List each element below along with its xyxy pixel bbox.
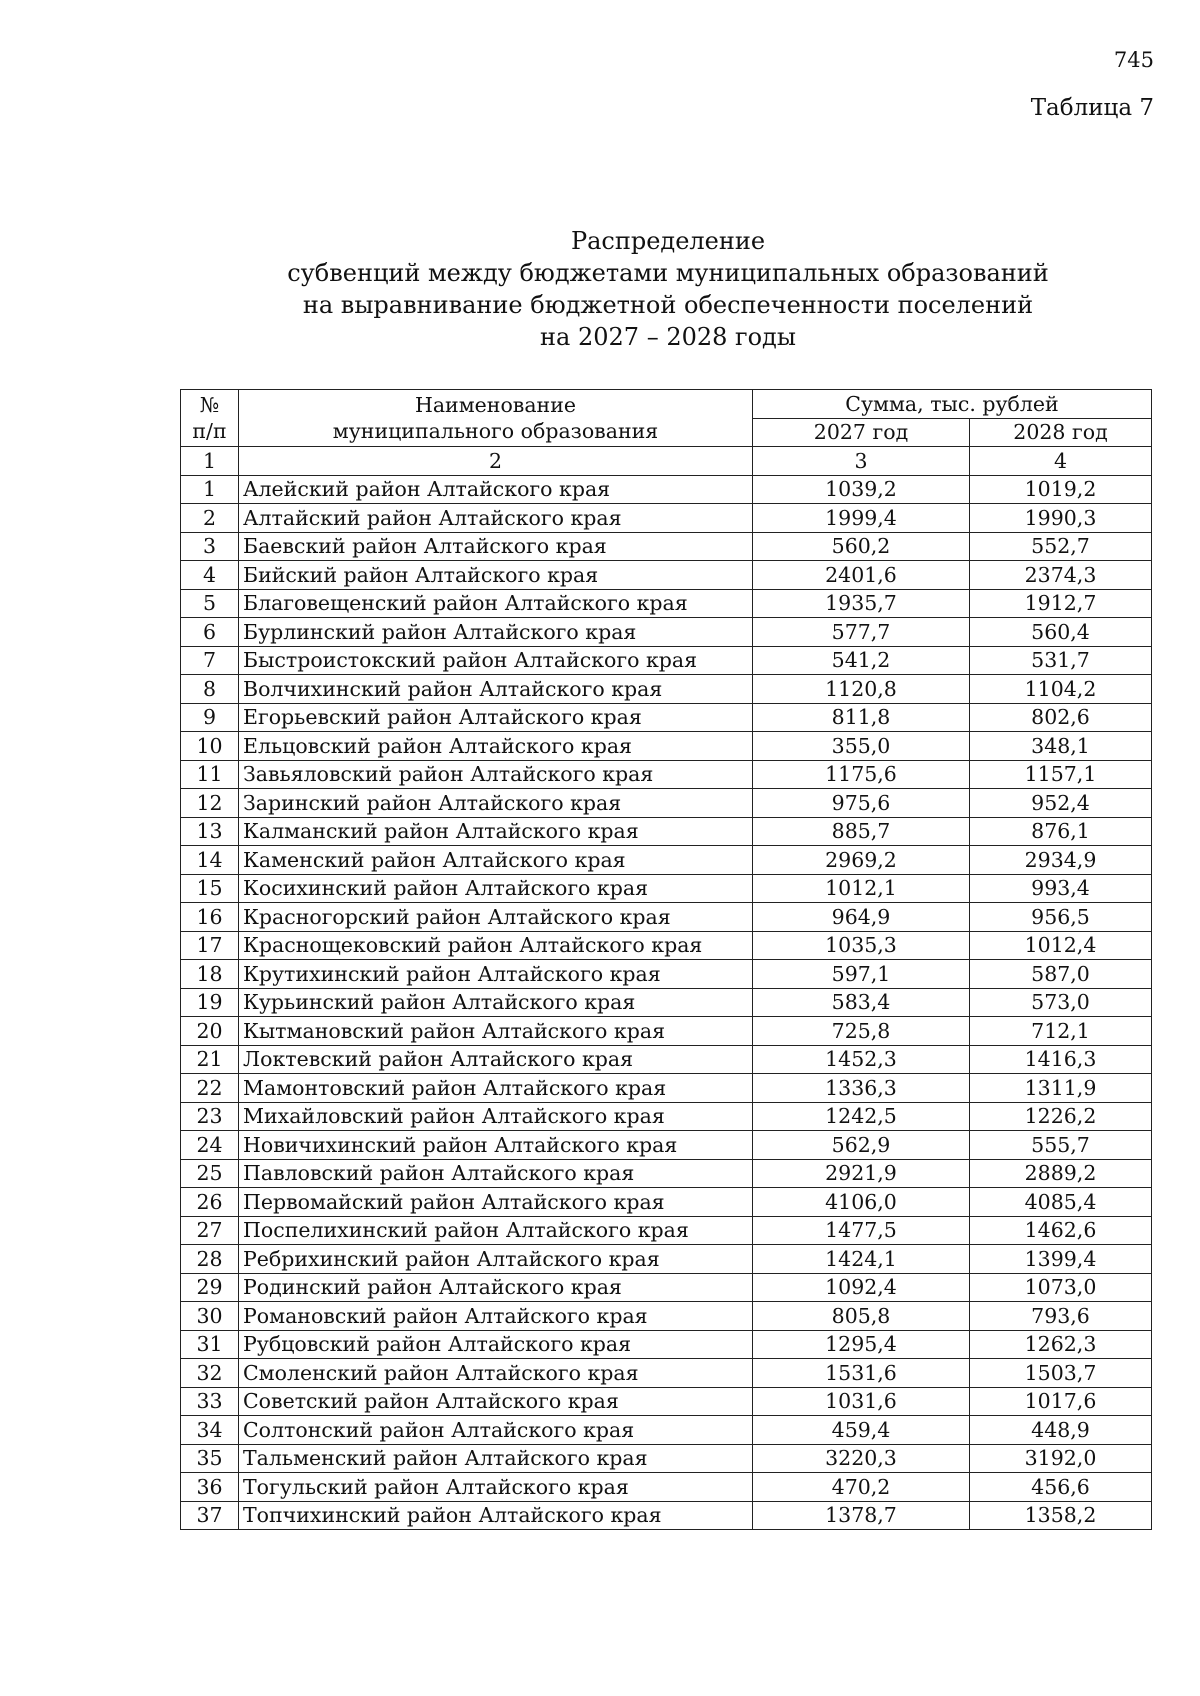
amount-2028: 531,7 xyxy=(970,646,1152,675)
amount-2028: 2889,2 xyxy=(970,1159,1152,1188)
table-row xyxy=(181,931,1152,960)
header-sum: Сумма, тыс. рублей xyxy=(753,390,1152,419)
table-row xyxy=(181,532,1152,561)
row-number: 8 xyxy=(181,675,239,704)
municipality-name: Завьяловский район Алтайского края xyxy=(239,760,753,789)
municipality-name: Тальменский район Алтайского края xyxy=(239,1444,753,1473)
amount-2027: 1039,2 xyxy=(753,475,970,504)
table-row xyxy=(181,475,1152,504)
amount-2027: 975,6 xyxy=(753,789,970,818)
municipality-name: Кытмановский район Алтайского края xyxy=(239,1017,753,1046)
table-body xyxy=(181,475,1152,1530)
table-row xyxy=(181,817,1152,846)
row-number: 27 xyxy=(181,1216,239,1245)
title-line-3: на выравнивание бюджетной обеспеченности поселений xyxy=(302,291,1034,319)
municipality-name: Алтайский район Алтайского края xyxy=(239,504,753,533)
table-row xyxy=(181,1216,1152,1245)
table-row xyxy=(181,1387,1152,1416)
table-row xyxy=(181,1045,1152,1074)
row-number: 33 xyxy=(181,1387,239,1416)
row-number: 37 xyxy=(181,1501,239,1530)
amount-2027: 1035,3 xyxy=(753,931,970,960)
municipality-name: Красногорский район Алтайского края xyxy=(239,903,753,932)
amount-2028: 993,4 xyxy=(970,874,1152,903)
row-number: 20 xyxy=(181,1017,239,1046)
amount-2028: 587,0 xyxy=(970,960,1152,989)
amount-2028: 2934,9 xyxy=(970,846,1152,875)
amount-2028: 793,6 xyxy=(970,1302,1152,1331)
amount-2028: 952,4 xyxy=(970,789,1152,818)
header-number xyxy=(181,390,239,447)
amount-2028: 552,7 xyxy=(970,532,1152,561)
amount-2028: 1012,4 xyxy=(970,931,1152,960)
table-row xyxy=(181,1017,1152,1046)
municipality-name: Волчихинский район Алтайского края xyxy=(239,675,753,704)
municipality-name: Солтонский район Алтайского края xyxy=(239,1416,753,1445)
municipality-name: Краснощековский район Алтайского края xyxy=(239,931,753,960)
row-number: 17 xyxy=(181,931,239,960)
municipality-name: Новичихинский район Алтайского края xyxy=(239,1131,753,1160)
table-row xyxy=(181,1501,1152,1530)
municipality-name: Топчихинский район Алтайского края xyxy=(239,1501,753,1530)
amount-2028: 1462,6 xyxy=(970,1216,1152,1245)
amount-2027: 1935,7 xyxy=(753,589,970,618)
amount-2027: 1531,6 xyxy=(753,1359,970,1388)
municipality-name: Советский район Алтайского края xyxy=(239,1387,753,1416)
amount-2027: 805,8 xyxy=(753,1302,970,1331)
amount-2027: 1175,6 xyxy=(753,760,970,789)
row-number: 12 xyxy=(181,789,239,818)
amount-2027: 577,7 xyxy=(753,618,970,647)
row-number: 1 xyxy=(181,475,239,504)
amount-2028: 1416,3 xyxy=(970,1045,1152,1074)
amount-2028: 1226,2 xyxy=(970,1102,1152,1131)
row-number: 7 xyxy=(181,646,239,675)
amount-2028: 1358,2 xyxy=(970,1501,1152,1530)
header-year-2027: 2027 год xyxy=(753,418,970,447)
amount-2028: 1990,3 xyxy=(970,504,1152,533)
table-row xyxy=(181,675,1152,704)
table-row xyxy=(181,732,1152,761)
amount-2027: 355,0 xyxy=(753,732,970,761)
header-name-line-2: муниципального образования xyxy=(332,419,659,443)
header-number-line-2: п/п xyxy=(192,419,227,443)
column-number-1: 1 xyxy=(181,447,239,476)
table-row xyxy=(181,646,1152,675)
amount-2028: 1104,2 xyxy=(970,675,1152,704)
amount-2028: 1017,6 xyxy=(970,1387,1152,1416)
column-number-2: 2 xyxy=(239,447,753,476)
amount-2028: 956,5 xyxy=(970,903,1152,932)
municipality-name: Тогульский район Алтайского края xyxy=(239,1473,753,1502)
row-number: 2 xyxy=(181,504,239,533)
row-number: 26 xyxy=(181,1188,239,1217)
table-row xyxy=(181,703,1152,732)
amount-2027: 1012,1 xyxy=(753,874,970,903)
municipality-name: Ельцовский район Алтайского края xyxy=(239,732,753,761)
municipality-name: Благовещенский район Алтайского края xyxy=(239,589,753,618)
amount-2027: 1031,6 xyxy=(753,1387,970,1416)
row-number: 34 xyxy=(181,1416,239,1445)
municipality-name: Локтевский район Алтайского края xyxy=(239,1045,753,1074)
row-number: 3 xyxy=(181,532,239,561)
amount-2027: 964,9 xyxy=(753,903,970,932)
table-row xyxy=(181,789,1152,818)
title-line-4: на 2027 – 2028 годы xyxy=(540,323,796,351)
row-number: 35 xyxy=(181,1444,239,1473)
municipality-name: Поспелихинский район Алтайского края xyxy=(239,1216,753,1245)
amount-2027: 1378,7 xyxy=(753,1501,970,1530)
amount-2027: 885,7 xyxy=(753,817,970,846)
table-label: Таблица 7 xyxy=(1030,95,1154,121)
amount-2027: 541,2 xyxy=(753,646,970,675)
amount-2027: 4106,0 xyxy=(753,1188,970,1217)
amount-2027: 1295,4 xyxy=(753,1330,970,1359)
amount-2027: 1452,3 xyxy=(753,1045,970,1074)
table-row xyxy=(181,1444,1152,1473)
municipality-name: Быстроистокский район Алтайского края xyxy=(239,646,753,675)
municipality-name: Ребрихинский район Алтайского края xyxy=(239,1245,753,1274)
row-number: 23 xyxy=(181,1102,239,1131)
column-number-4: 4 xyxy=(970,447,1152,476)
subventions-table xyxy=(180,389,1152,1530)
municipality-name: Крутихинский район Алтайского края xyxy=(239,960,753,989)
row-number: 24 xyxy=(181,1131,239,1160)
row-number: 21 xyxy=(181,1045,239,1074)
table-row xyxy=(181,846,1152,875)
table-row xyxy=(181,1302,1152,1331)
municipality-name: Павловский район Алтайского края xyxy=(239,1159,753,1188)
amount-2027: 1092,4 xyxy=(753,1273,970,1302)
amount-2027: 2969,2 xyxy=(753,846,970,875)
table-row xyxy=(181,504,1152,533)
municipality-name: Рубцовский район Алтайского края xyxy=(239,1330,753,1359)
row-number: 28 xyxy=(181,1245,239,1274)
amount-2028: 1503,7 xyxy=(970,1359,1152,1388)
row-number: 11 xyxy=(181,760,239,789)
amount-2028: 4085,4 xyxy=(970,1188,1152,1217)
amount-2028: 448,9 xyxy=(970,1416,1152,1445)
table-row xyxy=(181,1188,1152,1217)
municipality-name: Егорьевский район Алтайского края xyxy=(239,703,753,732)
municipality-name: Романовский район Алтайского края xyxy=(239,1302,753,1331)
header-number-line-1: № xyxy=(199,393,220,417)
amount-2028: 876,1 xyxy=(970,817,1152,846)
amount-2027: 1336,3 xyxy=(753,1074,970,1103)
amount-2027: 811,8 xyxy=(753,703,970,732)
table-row xyxy=(181,1473,1152,1502)
table-row xyxy=(181,1102,1152,1131)
table-row xyxy=(181,618,1152,647)
table-row xyxy=(181,903,1152,932)
table-row xyxy=(181,561,1152,590)
amount-2028: 555,7 xyxy=(970,1131,1152,1160)
amount-2028: 456,6 xyxy=(970,1473,1152,1502)
amount-2027: 583,4 xyxy=(753,988,970,1017)
amount-2027: 3220,3 xyxy=(753,1444,970,1473)
header-year-2028: 2028 год xyxy=(970,418,1152,447)
row-number: 16 xyxy=(181,903,239,932)
municipality-name: Михайловский район Алтайского края xyxy=(239,1102,753,1131)
municipality-name: Калманский район Алтайского края xyxy=(239,817,753,846)
page-number: 745 xyxy=(1113,48,1154,72)
title-line-2: субвенций между бюджетами муниципальных образований xyxy=(287,259,1049,287)
amount-2027: 725,8 xyxy=(753,1017,970,1046)
table-row xyxy=(181,1273,1152,1302)
amount-2027: 560,2 xyxy=(753,532,970,561)
table-row xyxy=(181,589,1152,618)
row-number: 18 xyxy=(181,960,239,989)
row-number: 5 xyxy=(181,589,239,618)
row-number: 4 xyxy=(181,561,239,590)
amount-2028: 2374,3 xyxy=(970,561,1152,590)
municipality-name: Бийский район Алтайского края xyxy=(239,561,753,590)
table-row xyxy=(181,1359,1152,1388)
row-number: 30 xyxy=(181,1302,239,1331)
title-line-1: Распределение xyxy=(570,227,766,255)
amount-2028: 802,6 xyxy=(970,703,1152,732)
amount-2027: 470,2 xyxy=(753,1473,970,1502)
row-number: 22 xyxy=(181,1074,239,1103)
amount-2028: 1399,4 xyxy=(970,1245,1152,1274)
amount-2027: 1999,4 xyxy=(753,504,970,533)
municipality-name: Бурлинский район Алтайского края xyxy=(239,618,753,647)
amount-2028: 1019,2 xyxy=(970,475,1152,504)
row-number: 32 xyxy=(181,1359,239,1388)
amount-2028: 1157,1 xyxy=(970,760,1152,789)
document-title xyxy=(0,225,1200,353)
amount-2027: 562,9 xyxy=(753,1131,970,1160)
row-number: 31 xyxy=(181,1330,239,1359)
municipality-name: Заринский район Алтайского края xyxy=(239,789,753,818)
row-number: 15 xyxy=(181,874,239,903)
table-row xyxy=(181,874,1152,903)
amount-2027: 2921,9 xyxy=(753,1159,970,1188)
amount-2028: 1912,7 xyxy=(970,589,1152,618)
row-number: 9 xyxy=(181,703,239,732)
row-number: 14 xyxy=(181,846,239,875)
table-row xyxy=(181,988,1152,1017)
amount-2028: 1073,0 xyxy=(970,1273,1152,1302)
municipality-name: Косихинский район Алтайского края xyxy=(239,874,753,903)
row-number: 13 xyxy=(181,817,239,846)
table-row xyxy=(181,760,1152,789)
amount-2027: 1120,8 xyxy=(753,675,970,704)
municipality-name: Каменский район Алтайского края xyxy=(239,846,753,875)
amount-2028: 348,1 xyxy=(970,732,1152,761)
table-row xyxy=(181,960,1152,989)
municipality-name: Баевский район Алтайского края xyxy=(239,532,753,561)
amount-2027: 1477,5 xyxy=(753,1216,970,1245)
table-row xyxy=(181,1131,1152,1160)
table-row xyxy=(181,1159,1152,1188)
amount-2028: 573,0 xyxy=(970,988,1152,1017)
amount-2027: 597,1 xyxy=(753,960,970,989)
column-number-3: 3 xyxy=(753,447,970,476)
municipality-name: Курьинский район Алтайского края xyxy=(239,988,753,1017)
row-number: 19 xyxy=(181,988,239,1017)
amount-2028: 3192,0 xyxy=(970,1444,1152,1473)
municipality-name: Мамонтовский район Алтайского края xyxy=(239,1074,753,1103)
municipality-name: Алейский район Алтайского края xyxy=(239,475,753,504)
table-row xyxy=(181,1330,1152,1359)
table-row xyxy=(181,1074,1152,1103)
amount-2027: 1424,1 xyxy=(753,1245,970,1274)
table-row xyxy=(181,1245,1152,1274)
amount-2027: 1242,5 xyxy=(753,1102,970,1131)
amount-2027: 459,4 xyxy=(753,1416,970,1445)
municipality-name: Родинский район Алтайского края xyxy=(239,1273,753,1302)
municipality-name: Смоленский район Алтайского края xyxy=(239,1359,753,1388)
row-number: 6 xyxy=(181,618,239,647)
amount-2028: 1311,9 xyxy=(970,1074,1152,1103)
amount-2028: 712,1 xyxy=(970,1017,1152,1046)
municipality-name: Первомайский район Алтайского края xyxy=(239,1188,753,1217)
amount-2028: 1262,3 xyxy=(970,1330,1152,1359)
row-number: 29 xyxy=(181,1273,239,1302)
header-name xyxy=(239,390,753,447)
row-number: 10 xyxy=(181,732,239,761)
row-number: 36 xyxy=(181,1473,239,1502)
row-number: 25 xyxy=(181,1159,239,1188)
table-row xyxy=(181,1416,1152,1445)
amount-2027: 2401,6 xyxy=(753,561,970,590)
amount-2028: 560,4 xyxy=(970,618,1152,647)
header-name-line-1: Наименование xyxy=(414,393,577,417)
